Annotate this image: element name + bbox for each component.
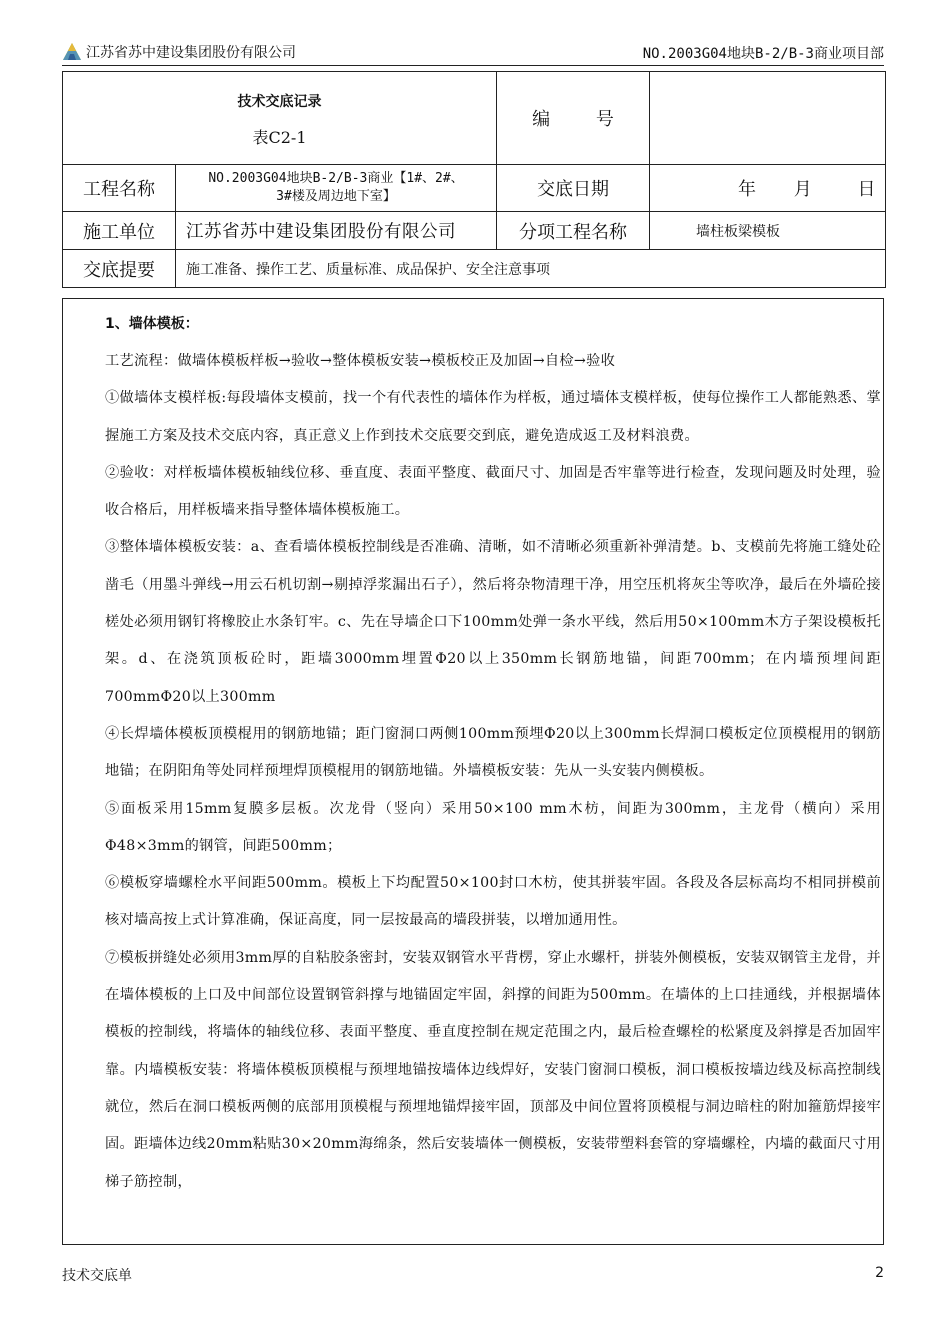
date-month: 月 <box>793 179 812 200</box>
paragraph: ③整体墙体模板安装：a、查看墙体模板控制线是否准确、清晰，如不清晰必须重新补弹清楚。b、支模前先将施工缝处砼凿毛（用墨斗弹线→用云石机切割→剔掉浮浆漏出石子），然后将杂物清理干净，用空压机将灰尘等吹净，最后在外墙砼接槎处必须用钢钉将橡胶止水条钉牢。c、先在导墙企口下100mm处弹一条水平线，然后用50×100mm木方子架设模板托架。d、在浇筑顶板砼时，距墙3000mm埋置Φ20以上350mm长钢筋地锚，间距700mm；在内墙预埋间距700mmΦ20以上300mm <box>105 539 881 705</box>
subitem-value: 墙柱板梁模板 <box>650 212 886 250</box>
project-name-line2: 3#楼及周边地下室】 <box>276 189 396 204</box>
paragraph: 工艺流程：做墙体模板样板→验收→整体模板安装→模板校正及加固→自检→验收 <box>105 353 616 369</box>
header-company-name: 江苏省苏中建设集团股份有限公司 <box>86 45 296 61</box>
paragraph: ⑥模板穿墙螺栓水平间距500mm。模板上下均配置50×100封口木枋，使其拼装牢固。各段及各层标高均不相同拼模前核对墙高按上式计算准确，保证高度，同一层按最高的墙段拼装，以增加通用性。 <box>105 875 881 929</box>
number-value <box>650 72 886 165</box>
page-header <box>62 38 884 64</box>
info-table <box>62 71 886 288</box>
paragraph: ④长焊墙体模板顶模棍用的钢筋地锚；距门窗洞口两侧100mm预埋Φ20以上300mm长焊洞口模板定位顶模棍用的钢筋地锚；在阴阳角等处同样预埋焊顶模棍用的钢筋地锚。外墙模板安装：先从一头安装内侧模板。 <box>105 725 881 780</box>
project-name-label: 工程名称 <box>63 165 176 212</box>
footer-page-number: 2 <box>875 1265 884 1281</box>
form-title: 技术交底记录 <box>237 93 322 110</box>
project-name-line1: NO.2003G04地块B-2/B-3商业【1#、2#、 <box>208 171 464 186</box>
paragraph: ②验收：对样板墙体模板轴线位移、垂直度、表面平整度、截面尺寸、加固是否牢靠等进行检查，发现问题及时处理，验收合格后，用样板墙来指导整体墙体模板施工。 <box>105 464 881 519</box>
paragraph: ①做墙体支模样板:每段墙体支模前，找一个有代表性的墙体作为样板，通过墙体支模样板，使每位操作工人都能熟悉、掌握施工方案及技术交底内容，真正意义上作到技术交底要交到底，避免造成返工及材料浪费。 <box>105 390 881 444</box>
paragraph: ⑦模板拼缝处必须用3mm厚的自粘胶条密封，安装双钢管水平背楞，穿止水螺杆，拼装外侧模板，安装双钢管主龙骨，并在墙体模板的上口及中间部位设置钢管斜撑与地锚固定牢固，斜撑的间距为500mm。在墙体的上口挂通线，并根据墙体模板的控制线，将墙体的轴线位移、表面平整度、垂直度控制在规定范围之内，最后检查螺栓的松紧度及斜撑是否加固牢靠。内墙模板安装：将墙体模板顶模棍与预埋地锚按墙体边线焊好，安装门窗洞口模板，洞口模板按墙边线及标高控制线就位，然后在洞口模板两侧的底部用顶模棍与预埋地锚焊接牢固，顶部及中间位置将顶模棍与洞边暗柱的附加箍筋焊接牢固。距墙体边线20mm粘贴30×20mm海绵条，然后安装墙体一侧模板，安装带塑料套管的穿墙螺栓，内墙的截面尺寸用梯子筋控制， <box>105 949 881 1190</box>
header-divider <box>62 65 884 66</box>
content-box <box>62 298 884 1245</box>
constructor-label: 施工单位 <box>63 212 176 250</box>
summary-value: 施工准备、操作工艺、质量标准、成品保护、安全注意事项 <box>176 250 886 288</box>
subitem-label: 分项工程名称 <box>497 212 650 250</box>
date-value <box>650 165 886 212</box>
form-title-cell <box>63 72 497 165</box>
constructor-value: 江苏省苏中建设集团股份有限公司 <box>176 212 497 250</box>
date-day: 日 <box>857 179 876 200</box>
header-project-dept: NO.2003G04地块B-2/B-3商业项目部 <box>642 46 884 62</box>
number-label: 编 号 <box>497 72 650 165</box>
header-company <box>62 42 296 62</box>
form-code: 表C2-1 <box>252 127 307 147</box>
project-name-value <box>176 165 497 212</box>
paragraph: ⑤面板采用15mm复膜多层板。次龙骨（竖向）采用50×100 mm木枋，间距为300mm，主龙骨（横向）采用Φ48×3mm的钢管，间距500mm； <box>105 800 881 854</box>
content-text <box>105 343 881 1201</box>
date-year: 年 <box>738 179 756 200</box>
summary-label: 交底提要 <box>63 250 176 288</box>
footer-doc-name: 技术交底单 <box>62 1268 132 1284</box>
date-label: 交底日期 <box>497 165 650 212</box>
section-heading: 1、墙体模板： <box>105 316 199 332</box>
triangle-logo-icon <box>62 42 82 62</box>
